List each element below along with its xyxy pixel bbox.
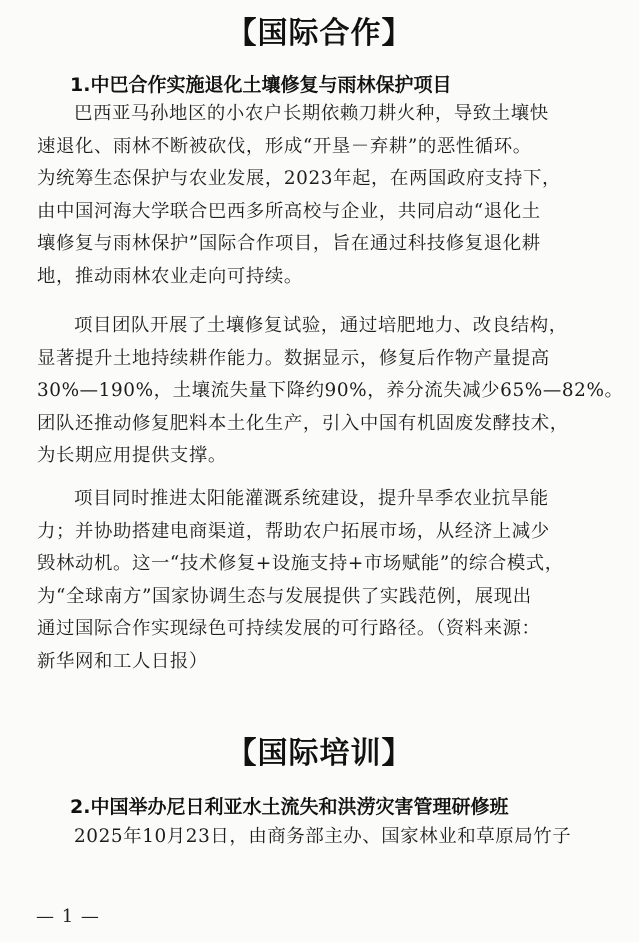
section-title-international-cooperation: 【国际合作】 — [226, 16, 413, 51]
paragraph-3 — [37, 483, 621, 679]
text-line: 速退化、雨林不断被砍伐，形成“开垦－弃耕”的恶性循环。 — [37, 135, 532, 157]
item-title-2: 2.中国举办尼日利亚水土流失和洪涝灾害管理研修班 — [70, 796, 509, 818]
text-line: 团队还推动修复肥料本土化生产，引入中国有机固废发酵技术， — [37, 412, 569, 434]
paragraph-2 — [37, 310, 624, 473]
text-line: 新华网和工人日报） — [37, 650, 208, 672]
page-number: — 1 — — [36, 906, 100, 927]
text-line: 力；并协助搭建电商渠道，帮助农户拓展市场，从经济上减少 — [37, 520, 550, 542]
text-line: 地，推动雨林农业走向可持续。 — [37, 265, 303, 287]
text-line: 项目同时推进太阳能灌溉系统建设，提升旱季农业抗旱能 — [74, 488, 549, 509]
text-line: 2025年10月23日，由商务部主办、国家林业和草原局竹子 — [74, 826, 572, 847]
text-line: 显著提升土地持续耕作能力。数据显示，修复后作物产量提高 — [37, 347, 550, 369]
text-line: 通过国际合作实现绿色可持续发展的可行路径。（资料来源： — [37, 618, 541, 640]
text-line: 为“全球南方”国家协调生态与发展提供了实践范例，展现出 — [37, 585, 532, 607]
text-line: 毁林动机。这一“技术修复+设施支持+市场赋能”的综合模式， — [37, 553, 564, 575]
text-line: 30%—190%，土壤流失量下降约90%，养分流失减少65%—82%。 — [37, 380, 624, 402]
text-line: 巴西亚马孙地区的小农户长期依赖刀耕火种，导致土壤快 — [74, 103, 549, 124]
text-line: 为长期应用提供支撑。 — [37, 445, 227, 467]
text-line: 壤修复与雨林保护”国际合作项目，旨在通过科技修复退化耕 — [37, 233, 541, 255]
item-title-1: 1.中巴合作实施退化土壤修复与雨林保护项目 — [70, 74, 452, 96]
paragraph-1 — [37, 98, 621, 294]
text-line: 为统筹生态保护与农业发展，2023年起，在两国政府支持下， — [37, 168, 561, 190]
text-line: 由中国河海大学联合巴西多所高校与企业，共同启动“退化土 — [37, 200, 541, 222]
section-title-international-training: 【国际培训】 — [226, 736, 413, 771]
paragraph-4 — [37, 821, 621, 854]
text-line: 项目团队开展了土壤修复试验，通过培肥地力、改良结构， — [74, 315, 568, 336]
